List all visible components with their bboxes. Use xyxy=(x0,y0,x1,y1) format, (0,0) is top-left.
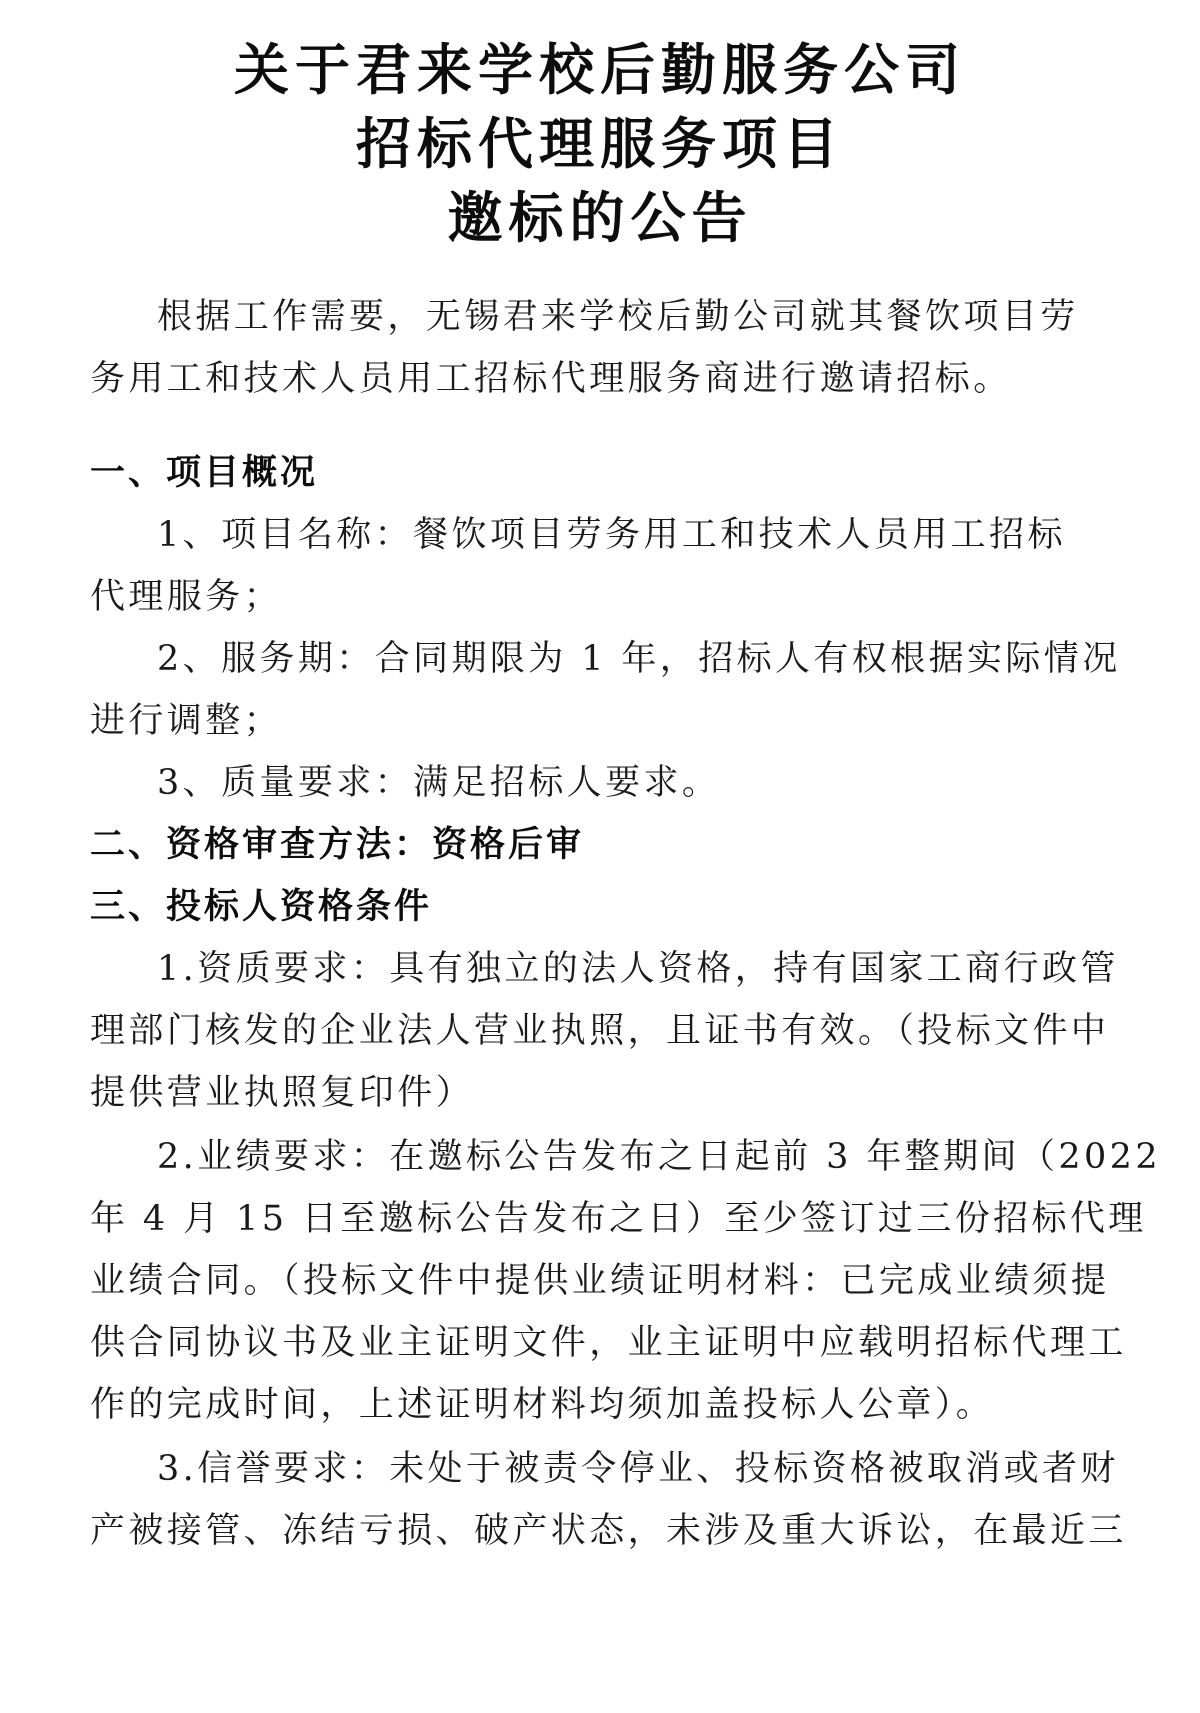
title-line-1: 关于君来学校后勤服务公司 xyxy=(233,38,966,102)
performance-line-4: 供合同协议书及业主证明文件，业主证明中应载明招标代理工 xyxy=(90,1323,1127,1363)
qualification-line-2: 理部门核发的企业法人营业执照，且证书有效。（投标文件中 xyxy=(90,1011,1110,1051)
section-2-heading: 二、资格审查方法：资格后审 xyxy=(90,825,585,865)
credit-line-1: 3.信誉要求：未处于被责令停业、投标资格被取消或者财 xyxy=(157,1449,1119,1489)
service-period-line-2: 进行调整； xyxy=(90,701,283,741)
project-name-line-1: 1、项目名称：餐饮项目劳务用工和技术人员用工招标 xyxy=(157,515,1066,555)
performance-line-5: 作的完成时间，上述证明材料均须加盖投标人公章）。 xyxy=(90,1385,995,1425)
intro-line-1: 根据工作需要，无锡君来学校后勤公司就其餐饮项目劳 xyxy=(157,297,1079,337)
section-3-heading: 三、投标人资格条件 xyxy=(90,887,433,927)
service-period-line-1: 2、服务期：合同期限为 1 年，招标人有权根据实际情况 xyxy=(157,639,1121,679)
performance-line-3: 业绩合同。（投标文件中提供业绩证明材料：已完成业绩须提 xyxy=(90,1261,1110,1301)
project-name-line-2: 代理服务； xyxy=(90,577,283,617)
title-line-2: 招标代理服务项目 xyxy=(355,112,844,176)
section-1-heading: 一、项目概况 xyxy=(90,453,319,493)
qualification-line-1: 1.资质要求：具有独立的法人资格，持有国家工商行政管 xyxy=(157,949,1119,989)
qualification-line-3: 提供营业执照复印件） xyxy=(90,1073,475,1113)
title-line-3: 邀标的公告 xyxy=(447,186,753,250)
quality-requirement-line: 3、质量要求：满足招标人要求。 xyxy=(157,763,721,803)
credit-line-2: 产被接管、冻结亏损、破产状态，未涉及重大诉讼，在最近三 xyxy=(90,1511,1127,1551)
intro-line-2: 务用工和技术人员用工招标代理服务商进行邀请招标。 xyxy=(90,359,1012,399)
performance-line-1: 2.业绩要求：在邀标公告发布之日起前 3 年整期间（2022 xyxy=(157,1137,1161,1177)
performance-line-2: 年 4 月 15 日至邀标公告发布之日）至少签订过三份招标代理 xyxy=(90,1199,1147,1239)
